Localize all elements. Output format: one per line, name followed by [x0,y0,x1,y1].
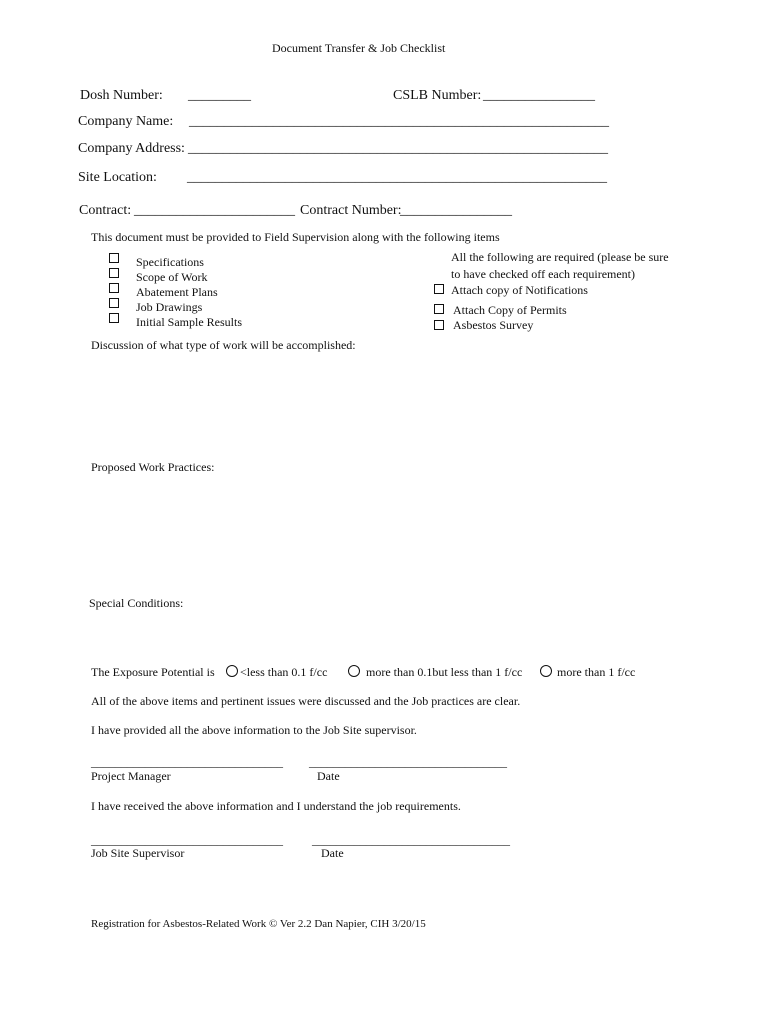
checkbox-asbestos-survey[interactable] [434,320,444,330]
radio-between-0-1-and-1[interactable] [348,665,360,677]
checkbox-permits[interactable] [434,304,444,314]
project-manager-signature-line[interactable]: ________________________________ [91,755,283,769]
intro-text: This document must be provided to Field Supervision along with the following items [91,230,500,244]
provided-statement: I have provided all the above information to the Job Site supervisor. [91,723,417,737]
contract-field[interactable]: _______________________ [134,203,295,218]
discussion-label: Discussion of what type of work will be accomplished: [91,338,356,352]
supervisor-label: Job Site Supervisor [91,846,185,860]
contract-number-label: Contract Number: [300,203,402,218]
cslb-number-field[interactable]: ________________ [483,88,595,103]
site-location-label: Site Location: [78,170,157,185]
checkbox-notifications[interactable] [434,284,444,294]
project-manager-label: Project Manager [91,769,171,783]
company-name-label: Company Name: [78,114,174,129]
supervisor-date-line[interactable]: _________________________________ [312,833,510,847]
checklist-item-scope-of-work: Scope of Work [136,270,208,284]
cslb-number-label: CSLB Number: [393,88,482,103]
company-name-field[interactable]: ____________________________________________________________ [189,114,609,129]
project-manager-date-label: Date [317,769,340,783]
dosh-number-label: Dosh Number: [80,88,163,103]
checkbox-scope-of-work[interactable] [109,268,119,278]
checkbox-job-drawings[interactable] [109,298,119,308]
exposure-option-less-than-0-1: <less than 0.1 f/cc [240,665,328,679]
special-conditions-label: Special Conditions: [89,596,184,610]
proposed-work-practices-label: Proposed Work Practices: [91,460,215,474]
dosh-number-field[interactable]: _________ [188,88,251,103]
contract-label: Contract: [79,203,132,218]
exposure-option-between-0-1-and-1: more than 0.1but less than 1 f/cc [366,665,523,679]
supervisor-date-label: Date [321,846,344,860]
checklist-item-asbestos-survey: Asbestos Survey [453,318,534,332]
supervisor-signature-line[interactable]: ________________________________ [91,833,283,847]
footer-text: Registration for Asbestos-Related Work © Ver 2.2 Dan Napier, CIH 3/20/15 [91,918,426,930]
checklist-item-permits: Attach Copy of Permits [453,303,567,317]
checklist-item-initial-sample-results: Initial Sample Results [136,315,242,329]
project-manager-date-line[interactable]: _________________________________ [309,755,507,769]
checklist-item-job-drawings: Job Drawings [136,300,203,314]
required-note-line2: to have checked off each requirement) [451,267,636,281]
checklist-item-abatement-plans: Abatement Plans [136,285,218,299]
required-note-line1: All the following are required (please be sure [451,250,669,264]
discussed-statement: All of the above items and pertinent issues were discussed and the Job practices are clear. [91,694,521,708]
contract-number-field[interactable]: ________________ [400,203,512,218]
exposure-option-more-than-1: more than 1 f/cc [557,665,636,679]
page-title: Document Transfer & Job Checklist [272,41,446,55]
received-statement: I have received the above information and I understand the job requirements. [91,799,461,813]
checkbox-initial-sample-results[interactable] [109,313,119,323]
checklist-item-notifications: Attach copy of Notifications [451,283,588,297]
checklist-item-specifications: Specifications [136,255,204,269]
radio-less-than-0-1[interactable] [226,665,238,677]
checkbox-specifications[interactable] [109,253,119,263]
site-location-field[interactable]: ____________________________________________________________ [187,170,607,185]
company-address-field[interactable]: ____________________________________________________________ [188,141,608,156]
company-address-label: Company Address: [78,141,185,156]
checkbox-abatement-plans[interactable] [109,283,119,293]
radio-more-than-1[interactable] [540,665,552,677]
exposure-potential-label: The Exposure Potential is [91,665,215,679]
